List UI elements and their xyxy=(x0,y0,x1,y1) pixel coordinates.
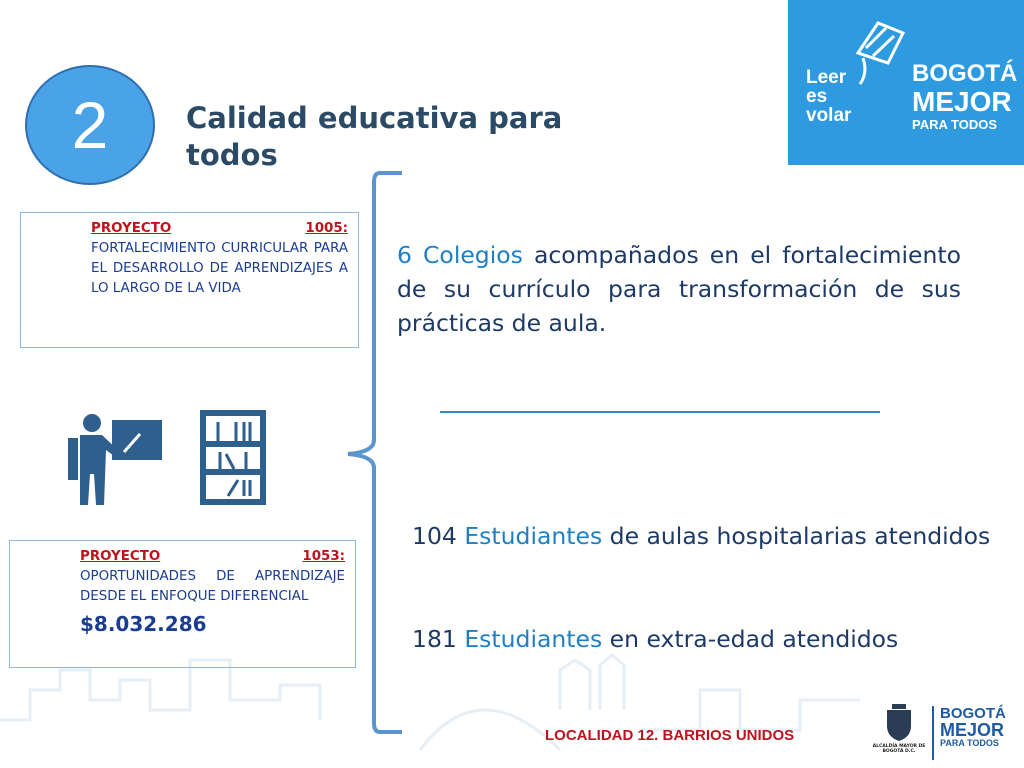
footer-logos xyxy=(872,700,1022,766)
project-description: FORTALECIMIENTO CURRICULAR PARA EL DESARROLLO DE APRENDIZAJES A LO LARGO DE LA VIDA xyxy=(91,241,348,296)
project-1053-heading xyxy=(80,547,345,567)
mejor-text: MEJOR xyxy=(912,86,1012,117)
hospital-text: de aulas hospitalarias atendidos xyxy=(602,522,991,550)
extraedad-text: en extra-edad atendidos xyxy=(602,625,899,653)
para-todos-text: PARA TODOS xyxy=(912,117,997,132)
colegios-text: acompañados en el fortalecimiento de su currículo para transformación de sus prácticas de aula. xyxy=(397,241,961,337)
es-text: es xyxy=(806,86,828,107)
hospital-count: 104 xyxy=(412,522,457,550)
bookshelf-icon xyxy=(200,410,266,505)
locality-label: LOCALIDAD 12. BARRIOS UNIDOS xyxy=(545,727,795,744)
footer-bogota-mejor-wordmark xyxy=(940,706,1006,748)
project-code: 1053: xyxy=(302,549,345,564)
para-todos-text: PARA TODOS xyxy=(940,738,999,748)
teacher-blackboard-icon xyxy=(68,410,164,505)
project-1053-box xyxy=(9,540,356,668)
slide-title: Calidad educativa para todos xyxy=(186,101,563,172)
mejor-text: MEJOR xyxy=(940,720,1005,740)
hospital-highlight: Estudiantes xyxy=(456,522,603,550)
project-1005-heading xyxy=(91,219,348,239)
project-1005-box xyxy=(20,212,359,348)
bogota-text: BOGOTÁ xyxy=(940,705,1006,722)
kite-book-icon xyxy=(848,18,908,88)
colegios-highlight: 6 Colegios xyxy=(397,241,523,269)
extraedad-students-stat xyxy=(412,622,994,656)
alcaldia-label: ALCALDÍA MAYOR DE BOGOTÁ D.C. xyxy=(872,744,926,754)
project-description: OPORTUNIDADES DE APRENDIZAJE DESDE EL ENFOQUE DIFERENCIAL xyxy=(80,569,345,604)
leer-text: Leer xyxy=(806,67,847,88)
horizontal-divider xyxy=(440,411,880,413)
colegios-stat xyxy=(397,238,961,340)
leer-es-volar-wordmark xyxy=(806,68,851,125)
extraedad-count: 181 xyxy=(412,625,457,653)
bogota-mejor-wordmark xyxy=(912,62,1017,131)
leer-es-volar-bogota-logo xyxy=(788,0,1024,165)
extraedad-highlight: Estudiantes xyxy=(456,625,603,653)
volar-text: volar xyxy=(806,105,852,126)
bogota-text: BOGOTÁ xyxy=(912,60,1018,87)
slide-number-badge: 2 xyxy=(25,65,155,185)
bogota-coat-of-arms-icon xyxy=(884,704,914,742)
hospital-students-stat xyxy=(412,519,994,553)
project-amount: $8.032.286 xyxy=(80,612,207,636)
project-code: 1005: xyxy=(305,221,348,236)
logo-separator xyxy=(932,706,934,760)
project-label: PROYECTO xyxy=(80,549,161,564)
project-label: PROYECTO xyxy=(91,221,172,236)
